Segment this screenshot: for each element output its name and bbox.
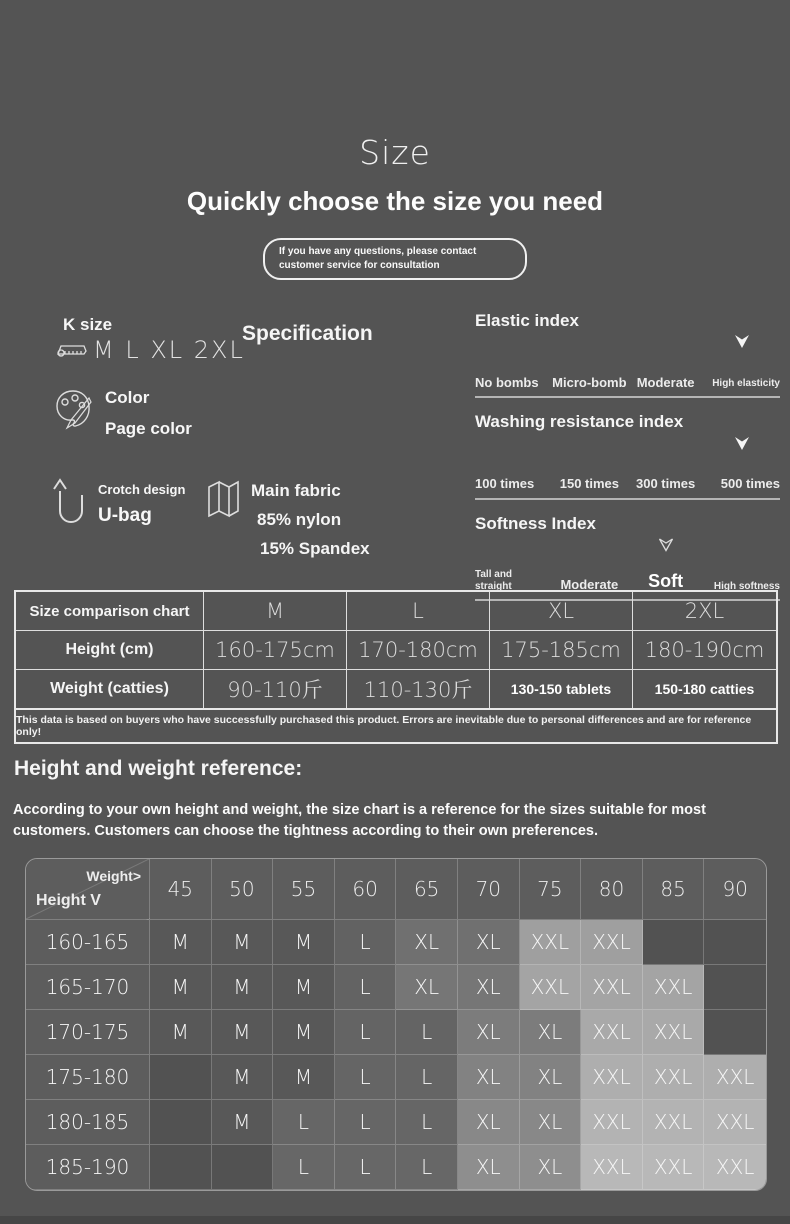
table-cell: 175-185cm [489, 630, 632, 669]
grid-size-cell: XXL [643, 1010, 705, 1055]
grid-size-cell [704, 965, 766, 1010]
grid-size-cell: M [150, 1010, 212, 1055]
table-cell: 160-175cm [203, 630, 346, 669]
grid-weight-header: 60 [335, 859, 397, 920]
grid-height-label: 160-165 [26, 920, 150, 965]
index-levels [475, 538, 780, 593]
table-header-cell: XL [489, 592, 632, 630]
u-arrow-icon [52, 477, 90, 535]
height-weight-grid [25, 858, 767, 1191]
table-row-label: Weight (catties) [16, 669, 203, 708]
grid-size-cell: L [273, 1100, 335, 1145]
grid-weight-header: 75 [520, 859, 582, 920]
spec-heading: Specification [242, 322, 373, 345]
contact-pill-label: If you have any questions, please contact customer service for consultation [279, 246, 477, 271]
grid-size-cell: XXL [581, 920, 643, 965]
grid-size-cell [150, 1055, 212, 1100]
grid-size-cell [643, 920, 705, 965]
grid-weight-header: 55 [273, 859, 335, 920]
grid-height-label: 170-175 [26, 1010, 150, 1055]
grid-weight-header: 80 [581, 859, 643, 920]
index-divider [475, 396, 780, 398]
index-level-label: Tall and straight [475, 568, 513, 592]
grid-height-label: 165-170 [26, 965, 150, 1010]
ksize-item [55, 336, 245, 364]
grid-size-cell: XL [396, 920, 458, 965]
grid-height-label: 180-185 [26, 1100, 150, 1145]
reference-paragraph: According to your own height and weight, the size chart is a reference for the sizes suitable for most customers. Customers can choose the tightness according to their own preferences. [13, 802, 706, 840]
grid-size-cell: XXL [704, 1100, 766, 1145]
ksize-label: K size [63, 315, 113, 334]
index-level-label: Moderate [636, 374, 695, 390]
index-level-label: Soft [648, 571, 684, 592]
grid-weight-header: 90 [704, 859, 766, 920]
grid-size-cell: L [335, 1145, 397, 1190]
index-block [475, 310, 780, 398]
grid-size-cell [212, 1145, 274, 1190]
table-cell: 130-150 tablets [489, 669, 632, 708]
grid-height-label: 175-180 [26, 1055, 150, 1100]
grid-size-cell: M [150, 920, 212, 965]
grid-size-cell: XXL [581, 1100, 643, 1145]
grid-size-cell: L [335, 1055, 397, 1100]
index-scale [475, 335, 780, 390]
index-level-label: High softness [713, 580, 780, 592]
size-comparison-table [14, 590, 778, 744]
grid-size-cell: L [335, 1100, 397, 1145]
grid-size-cell: XL [458, 1100, 520, 1145]
grid-size-cell: M [273, 965, 335, 1010]
table-row-label: Height (cm) [16, 630, 203, 669]
grid-size-cell: XL [520, 1145, 582, 1190]
index-title: Softness Index [475, 513, 596, 533]
contact-pill[interactable] [263, 238, 527, 280]
grid-size-cell: XL [458, 1055, 520, 1100]
index-level-label: Moderate [560, 577, 619, 593]
fabric-line-2: 15% Spandex [260, 539, 370, 558]
grid-corner-cell [26, 859, 150, 920]
bottom-bar [0, 1216, 790, 1224]
table-cell: 90-110斤 [203, 669, 346, 708]
grid-size-cell: M [212, 920, 274, 965]
grid-size-cell: M [273, 1010, 335, 1055]
grid-size-cell: XXL [581, 965, 643, 1010]
grid-size-cell: XXL [581, 1145, 643, 1190]
table-cell: 170-180cm [346, 630, 489, 669]
grid-size-cell: L [335, 965, 397, 1010]
grid-size-cell: L [273, 1145, 335, 1190]
grid-size-cell: M [150, 965, 212, 1010]
index-level-label: No bombs [475, 374, 539, 390]
table-cell: 150-180 catties [632, 669, 776, 708]
grid-size-cell [704, 920, 766, 965]
grid-size-cell: L [396, 1055, 458, 1100]
grid-corner-weight-label: Weight> [86, 868, 141, 884]
grid-weight-header: 65 [396, 859, 458, 920]
grid-weight-header: 45 [150, 859, 212, 920]
index-level-label: High elasticity [712, 378, 780, 390]
grid-size-cell: M [212, 1100, 274, 1145]
table-cell: 110-130斤 [346, 669, 489, 708]
fabric-line-1: 85% nylon [257, 510, 342, 529]
grid-size-cell: XL [458, 965, 520, 1010]
grid-size-cell: M [212, 1055, 274, 1100]
table-header-title: Size comparison chart [29, 602, 190, 620]
grid-size-cell: XL [520, 1010, 582, 1055]
grid-size-cell: XL [396, 965, 458, 1010]
grid-size-cell [150, 1145, 212, 1190]
grid-size-cell: XL [520, 1055, 582, 1100]
table-header-cell: L [346, 592, 489, 630]
grid-corner-height-label: Height V [36, 892, 101, 909]
grid-weight-header: 50 [212, 859, 274, 920]
grid-size-cell: XL [458, 1145, 520, 1190]
page-title: Size [359, 133, 431, 172]
color-value: Page color [105, 419, 192, 438]
index-arrow-icon [658, 538, 674, 553]
table-header-cell: M [203, 592, 346, 630]
grid-size-cell: L [335, 920, 397, 965]
grid-size-cell: M [212, 965, 274, 1010]
index-level-label: Micro-bomb [552, 374, 627, 390]
color-item [55, 388, 192, 439]
grid-size-cell: XL [458, 920, 520, 965]
grid-weight-header: 70 [458, 859, 520, 920]
crotch-label: Crotch design [98, 482, 186, 497]
grid-size-cell [704, 1010, 766, 1055]
grid-size-cell: XXL [704, 1145, 766, 1190]
grid-size-cell: XXL [581, 1055, 643, 1100]
index-block [475, 411, 780, 499]
grid-size-cell: XL [458, 1010, 520, 1055]
page-subtitle: Quickly choose the size you need [186, 186, 604, 216]
table-cell: 180-190cm [632, 630, 776, 669]
grid-weight-header: 85 [643, 859, 705, 920]
index-level-label: 500 times [720, 475, 780, 491]
index-title: Elastic index [475, 311, 579, 330]
grid-size-cell: XXL [643, 1100, 705, 1145]
grid-size-cell: L [335, 1010, 397, 1055]
palette-icon [55, 388, 93, 439]
table-disclaimer: This data is based on buyers who have successfully purchased this product. Errors are inevitable due to personal differences and are for reference only! [16, 708, 776, 742]
index-divider [475, 498, 780, 500]
grid-size-cell: XXL [704, 1055, 766, 1100]
ruler-icon [55, 342, 87, 359]
crotch-item [52, 477, 185, 535]
grid-size-cell: M [212, 1010, 274, 1055]
index-level-label: 150 times [559, 475, 619, 491]
table-header-cell: 2XL [632, 592, 776, 630]
index-scale [475, 437, 780, 492]
fabric-item [205, 479, 370, 559]
reference-heading: Height and weight reference: [14, 757, 303, 780]
grid-size-cell: XXL [581, 1010, 643, 1055]
fabric-label: Main fabric [251, 481, 341, 500]
grid-size-cell: L [396, 1100, 458, 1145]
grid-size-cell: XXL [643, 1145, 705, 1190]
color-label: Color [105, 388, 150, 407]
grid-height-label: 185-190 [26, 1145, 150, 1190]
index-title: Washing resistance index [475, 412, 684, 432]
grid-size-cell [150, 1100, 212, 1145]
crotch-value: U-bag [98, 505, 152, 526]
grid-size-cell: XXL [520, 920, 582, 965]
index-scale [475, 538, 780, 593]
index-arrow-icon [734, 335, 750, 350]
index-arrow-icon [734, 437, 750, 452]
grid-size-cell: M [273, 1055, 335, 1100]
grid-size-cell: M [273, 920, 335, 965]
grid-size-cell: XL [520, 1100, 582, 1145]
grid-size-cell: XXL [520, 965, 582, 1010]
index-level-label: 300 times [635, 475, 696, 491]
grid-size-cell: XXL [643, 965, 705, 1010]
grid-size-cell: XXL [643, 1055, 705, 1100]
index-panel [475, 310, 780, 614]
index-block [475, 513, 780, 601]
book-icon [205, 479, 241, 559]
grid-size-cell: L [396, 1145, 458, 1190]
grid-size-cell: L [396, 1010, 458, 1055]
ksize-values: M L XL 2XL [93, 336, 245, 364]
index-level-label: 100 times [475, 475, 535, 491]
